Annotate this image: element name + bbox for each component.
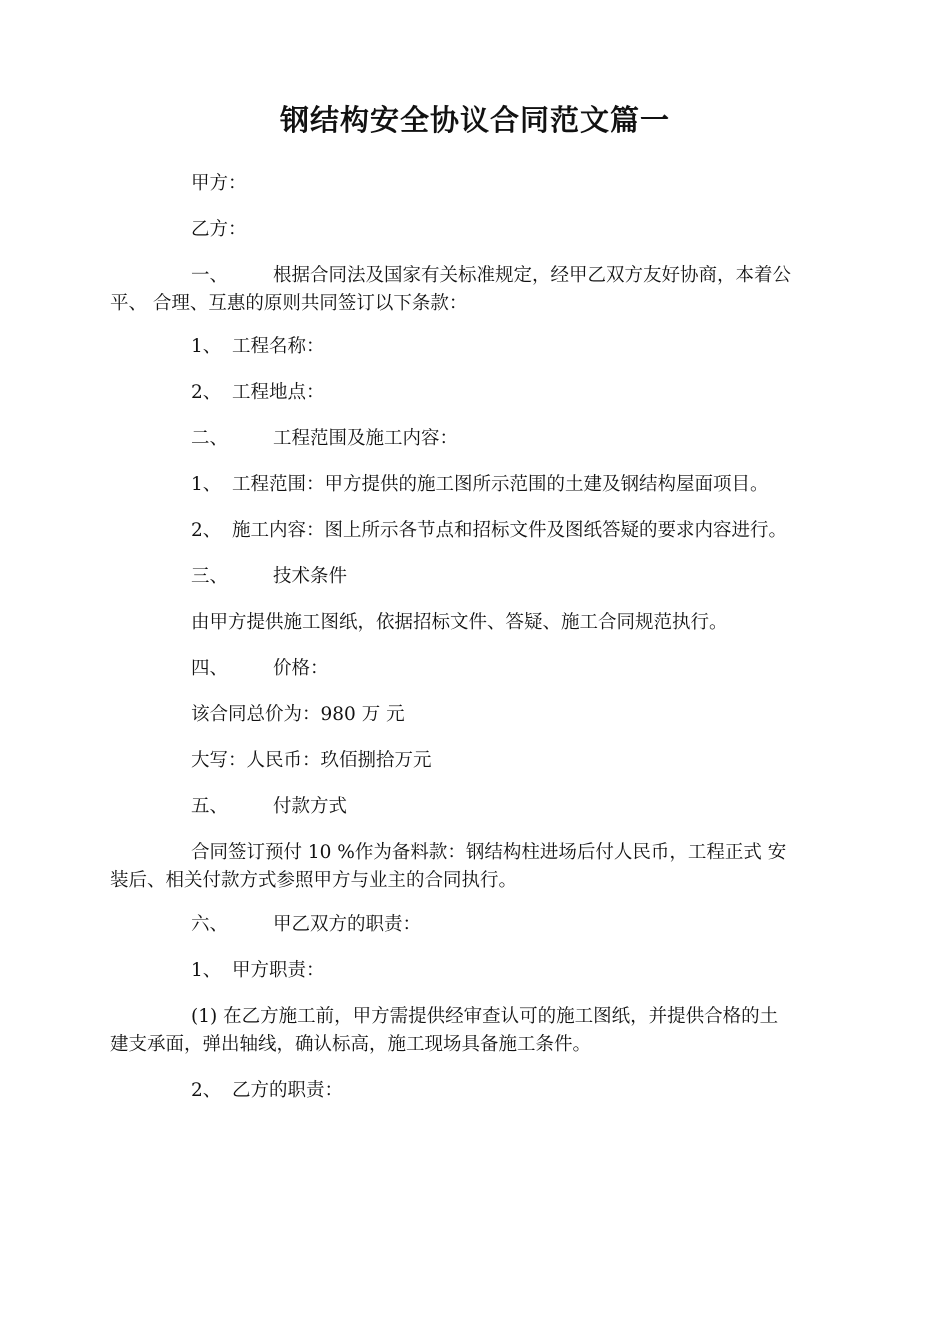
party-b-line: 乙方： bbox=[191, 219, 247, 240]
party-a-duty-1-continuation: 建支承面，弹出轴线，确认标高，施工现场具备施工条件。 bbox=[110, 1034, 592, 1055]
section-5-body-continuation: 装后、相关付款方式参照甲方与业主的合同执行。 bbox=[110, 870, 518, 891]
section-4-number: 四、 bbox=[191, 658, 229, 679]
item-text: 乙方的职责： bbox=[232, 1080, 344, 1101]
section-2-number: 二、 bbox=[191, 428, 229, 449]
document-title: 钢结构安全协议合同范文篇一 bbox=[279, 103, 670, 137]
party-a-line: 甲方： bbox=[191, 173, 247, 194]
section-6-heading bbox=[191, 911, 421, 939]
section-6-text: 甲乙双方的职责： bbox=[273, 914, 422, 935]
contract-price-in-words: 大写：人民币：玖佰捌拾万元 bbox=[191, 750, 432, 771]
section-2-item-2 bbox=[191, 517, 787, 545]
section-1-heading bbox=[191, 262, 791, 290]
section-3-heading bbox=[191, 563, 347, 591]
item-text: 施工内容：图上所示各节点和招标文件及图纸答疑的要求内容进行。 bbox=[232, 520, 788, 541]
section-2-text: 工程范围及施工内容： bbox=[273, 428, 459, 449]
section-4-text: 价格： bbox=[273, 658, 329, 679]
section-4-heading bbox=[191, 655, 329, 683]
item-number: 2、 bbox=[191, 520, 222, 541]
item-number: 1、 bbox=[191, 474, 222, 495]
item-text: 工程范围：甲方提供的施工图所示范围的土建及钢结构屋面项目。 bbox=[232, 474, 769, 495]
contract-total-price: 该合同总价为：980 万 元 bbox=[191, 704, 405, 725]
item-number: 2、 bbox=[191, 382, 222, 403]
section-5-heading bbox=[191, 793, 347, 821]
section-6-item-1 bbox=[191, 957, 325, 985]
section-2-heading bbox=[191, 425, 458, 453]
section-3-number: 三、 bbox=[191, 566, 229, 587]
section-6-item-2 bbox=[191, 1077, 343, 1105]
item-text: 甲方职责： bbox=[232, 960, 325, 981]
section-1-continuation: 平、 合理、互惠的原则共同签订以下条款： bbox=[110, 293, 468, 314]
party-a-duty-1: (1) 在乙方施工前，甲方需提供经审查认可的施工图纸，并提供合格的土 bbox=[191, 1006, 779, 1027]
section-5-text: 付款方式 bbox=[273, 796, 348, 817]
section-1-text: 根据合同法及国家有关标准规定，经甲乙双方友好协商，本着公 bbox=[273, 265, 792, 286]
item-number: 2、 bbox=[191, 1080, 222, 1101]
item-number: 1、 bbox=[191, 960, 222, 981]
section-2-item-1 bbox=[191, 471, 769, 499]
section-6-number: 六、 bbox=[191, 914, 229, 935]
section-1-item-1 bbox=[191, 333, 325, 361]
section-3-body: 由甲方提供施工图纸，依据招标文件、答疑、施工合同规范执行。 bbox=[191, 612, 728, 633]
item-text: 工程地点： bbox=[232, 382, 325, 403]
item-number: 1、 bbox=[191, 336, 222, 357]
section-1-item-2 bbox=[191, 379, 325, 407]
section-1-number: 一、 bbox=[191, 265, 229, 286]
section-3-text: 技术条件 bbox=[273, 566, 348, 587]
item-text: 工程名称： bbox=[232, 336, 325, 357]
section-5-body: 合同签订预付 10 %作为备料款：钢结构柱进场后付人民币，工程正式 安 bbox=[191, 842, 787, 863]
section-5-number: 五、 bbox=[191, 796, 229, 817]
